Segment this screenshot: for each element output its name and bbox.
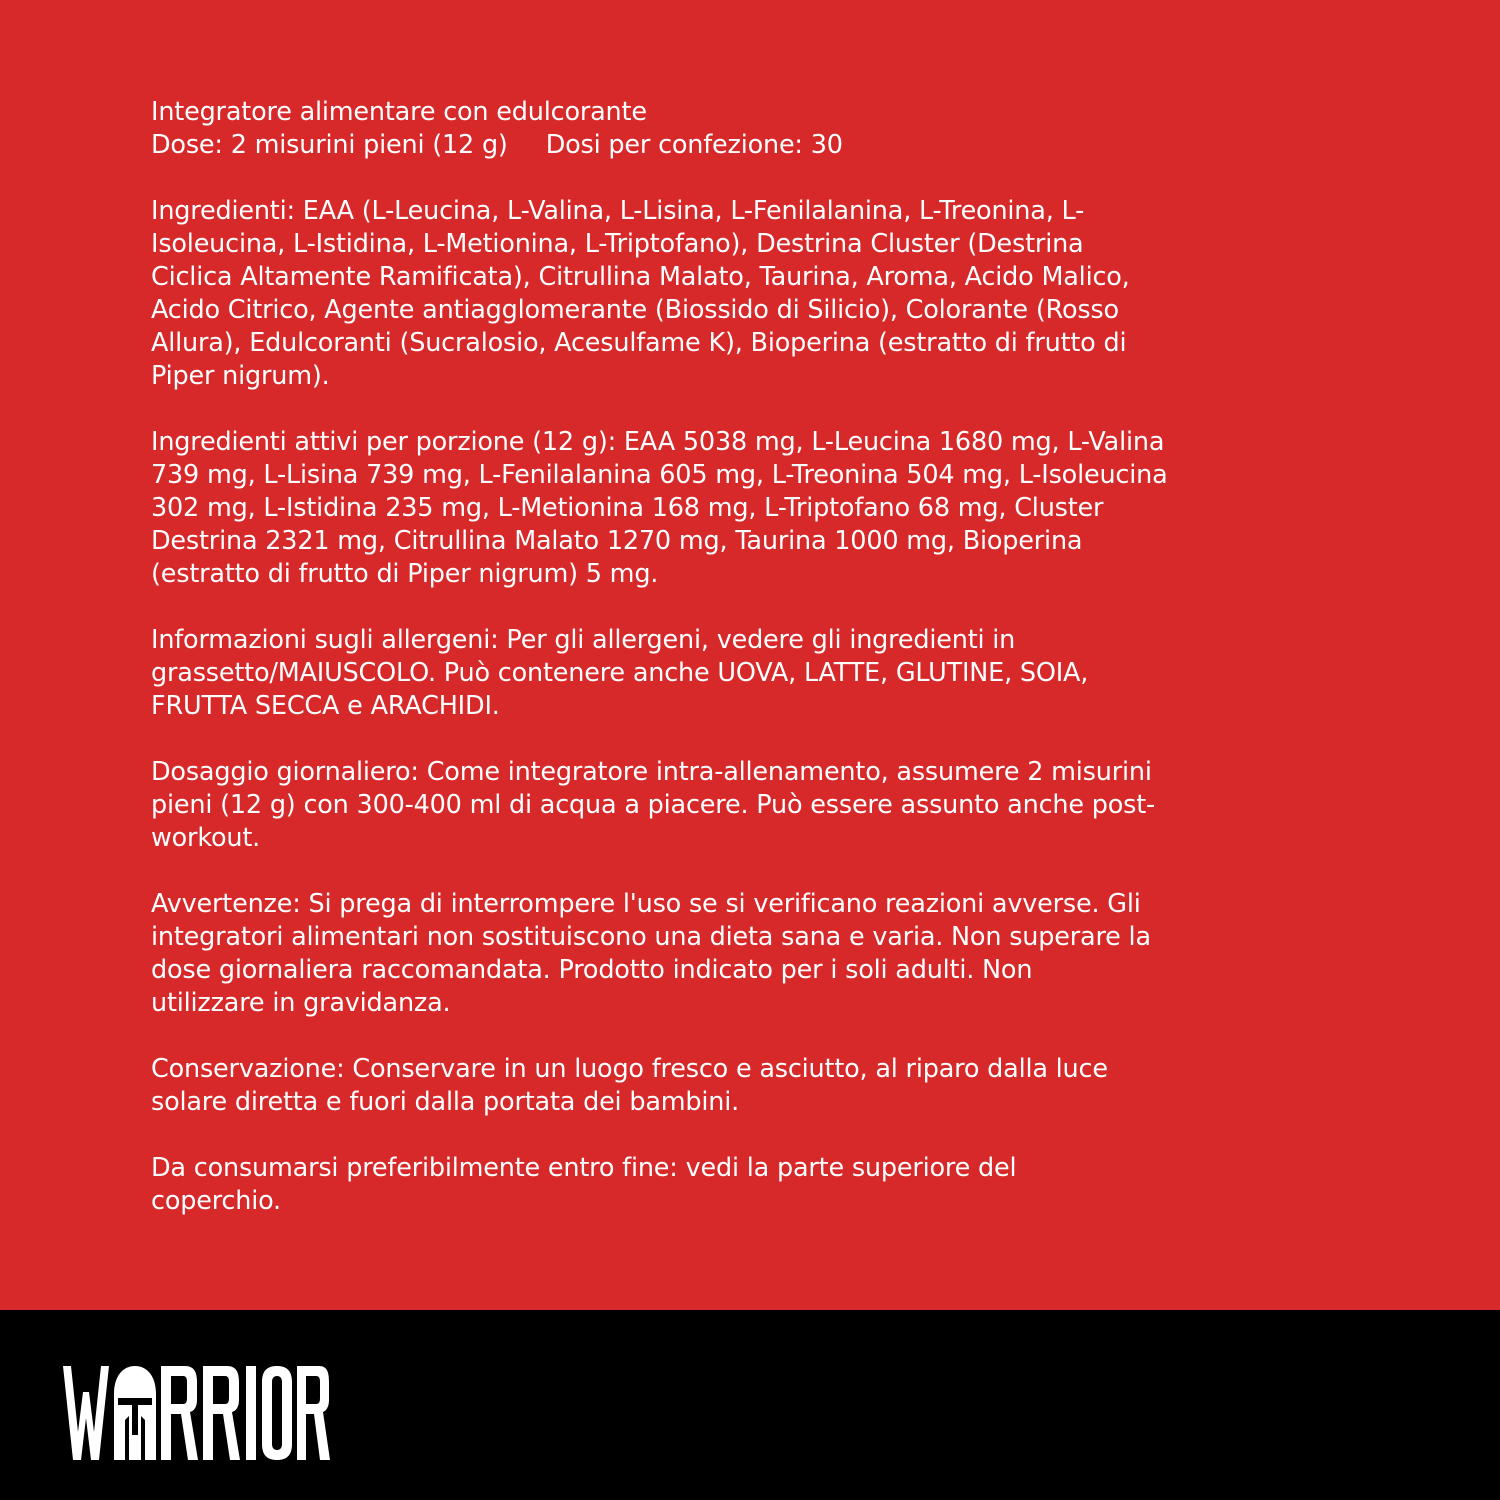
ingredients-line: Ingredienti: EAA (L-Leucina, L-Valina, L-Lisina, L-Fenilalanina, L-Treonina, L-	[151, 196, 1085, 226]
active-ingredients-section	[151, 426, 1361, 591]
active-ingredients-line: 302 mg, L-Istidina 235 mg, L-Metionina 168 mg, L-Triptofano 68 mg, Cluster	[151, 493, 1104, 523]
dosage-line: Dosaggio giornaliero: Come integratore intra-allenamento, assumere 2 misurini	[151, 757, 1152, 787]
best-before-line: Da consumarsi preferibilmente entro fine: vedi la parte superiore del	[151, 1153, 1017, 1183]
warning-line: Avvertenze: Si prega di interrompere l'uso se si verificano reazioni avverse. Gli	[151, 889, 1141, 919]
label-text	[151, 96, 1361, 1218]
product-description: Integratore alimentare con edulcorante	[151, 97, 647, 127]
dosage-line: pieni (12 g) con 300-400 ml di acqua a piacere. Può essere assunto anche post-	[151, 790, 1156, 820]
doses-per-pack-text: Dosi per confezione: 30	[545, 130, 843, 160]
allergen-line: grassetto/MAIUSCOLO. Può contenere anche UOVA, LATTE, GLUTINE, SOIA,	[151, 658, 1089, 688]
dose-text: Dose: 2 misurini pieni (12 g)	[151, 130, 508, 160]
storage-line: Conservazione: Conservare in un luogo fresco e asciutto, al riparo dalla luce	[151, 1054, 1108, 1084]
warning-line: dose giornaliera raccomandata. Prodotto indicato per i soli adulti. Non	[151, 955, 1033, 985]
ingredients-line: Acido Citrico, Agente antiagglomerante (Biossido di Silicio), Colorante (Rosso	[151, 295, 1119, 325]
warning-line: integratori alimentari non sostituiscono una dieta sana e varia. Non superare la	[151, 922, 1151, 952]
best-before-section	[151, 1152, 1361, 1218]
allergen-line: FRUTTA SECCA e ARACHIDI.	[151, 691, 500, 721]
active-ingredients-line: Ingredienti attivi per porzione (12 g): EAA 5038 mg, L-Leucina 1680 mg, L-Valina	[151, 427, 1165, 457]
best-before-line: coperchio.	[151, 1186, 281, 1216]
ingredients-line: Allura), Edulcoranti (Sucralosio, Acesulfame K), Bioperina (estratto di frutto di	[151, 328, 1127, 358]
active-ingredients-line: 739 mg, L-Lisina 739 mg, L-Fenilalanina 605 mg, L-Treonina 504 mg, L-Isoleucina	[151, 460, 1168, 490]
allergen-section	[151, 624, 1361, 723]
ingredients-line: Piper nigrum).	[151, 361, 330, 391]
warning-line: utilizzare in gravidanza.	[151, 988, 451, 1018]
allergen-line: Informazioni sugli allergeni: Per gli allergeni, vedere gli ingredienti in	[151, 625, 1016, 655]
storage-line: solare diretta e fuori dalla portata dei bambini.	[151, 1087, 740, 1117]
active-ingredients-line: Destrina 2321 mg, Citrullina Malato 1270 mg, Taurina 1000 mg, Bioperina	[151, 526, 1083, 556]
warnings-section	[151, 888, 1361, 1020]
ingredients-line: Ciclica Altamente Ramificata), Citrullina Malato, Taurina, Aroma, Acido Malico,	[151, 262, 1130, 292]
dosage-line: workout.	[151, 823, 261, 853]
dosage-section	[151, 756, 1361, 855]
spartan-helmet-icon	[114, 1366, 156, 1460]
storage-section	[151, 1053, 1361, 1119]
dose-line	[151, 129, 1361, 162]
active-ingredients-line: (estratto di frutto di Piper nigrum) 5 mg.	[151, 559, 659, 589]
ingredients-line: Isoleucina, L-Istidina, L-Metionina, L-Triptofano), Destrina Cluster (Destrina	[151, 229, 1084, 259]
brand-footer	[0, 1310, 1500, 1500]
ingredients-section	[151, 195, 1361, 393]
product-header	[151, 96, 1361, 162]
warrior-logo	[61, 1354, 331, 1464]
